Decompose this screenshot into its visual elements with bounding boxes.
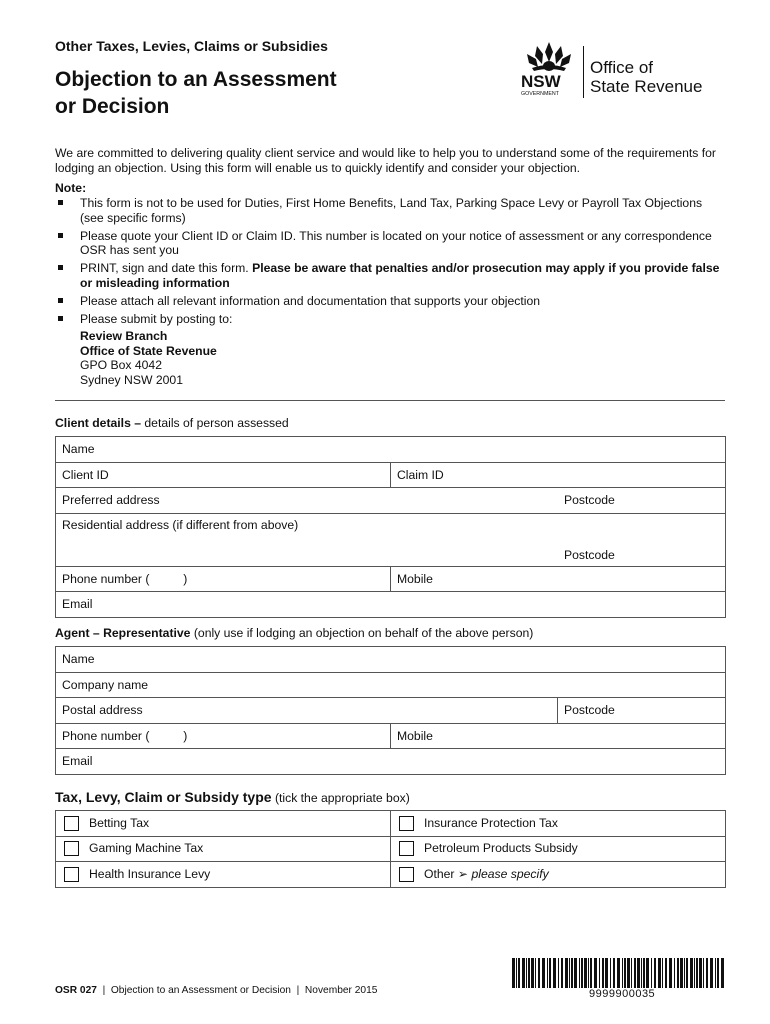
barcode-bar — [605, 958, 608, 988]
client-phone-field[interactable] — [56, 566, 391, 592]
barcode-bar — [637, 958, 640, 988]
client-email-field[interactable] — [56, 592, 726, 618]
field-label: Name — [62, 652, 95, 667]
bullet-icon — [58, 200, 63, 205]
agent-heading-bold: Agent – Representative — [55, 626, 191, 640]
address-line: Office of State Revenue — [80, 343, 217, 358]
barcode-bar — [565, 958, 568, 988]
option-label: Insurance Protection Tax — [424, 815, 558, 830]
field-label: Postcode — [564, 703, 615, 718]
option-label: Health Insurance Levy — [89, 866, 211, 881]
bullet-icon — [58, 298, 63, 303]
barcode-bar — [522, 958, 525, 988]
logo-nsw-text: NSW — [521, 72, 561, 91]
field-label: Company name — [62, 677, 149, 692]
barcode-bar — [717, 958, 719, 988]
list-item — [55, 229, 725, 258]
checkbox[interactable] — [64, 816, 79, 831]
type-section-heading — [55, 789, 410, 805]
barcode-bar — [634, 958, 636, 988]
barcode-bar — [581, 958, 583, 988]
checkbox[interactable] — [64, 867, 79, 882]
list-item — [55, 312, 725, 327]
agent-details-table — [55, 646, 726, 775]
barcode-bar — [699, 958, 702, 988]
barcode-bar — [599, 958, 600, 988]
please-specify-label: please specify — [471, 866, 549, 881]
barcode-bar — [665, 958, 667, 988]
option-label: Betting Tax — [89, 815, 150, 830]
barcode-bar — [696, 958, 698, 988]
barcode-bar — [558, 958, 559, 988]
bullet-icon — [58, 316, 63, 321]
company-name-field[interactable] — [56, 672, 726, 698]
logo-office-line-2: State Revenue — [590, 77, 703, 96]
field-label: Mobile — [397, 571, 433, 586]
agent-section-heading — [55, 626, 533, 640]
logo-office-line-1: Office of — [590, 58, 653, 77]
barcode-bar — [617, 958, 620, 988]
barcode-bar — [721, 958, 724, 988]
barcode-bar — [684, 958, 685, 988]
option-betting-tax[interactable] — [56, 811, 391, 837]
checkbox[interactable] — [399, 841, 414, 856]
agent-postcode-field[interactable] — [558, 698, 726, 724]
client-mobile-field[interactable] — [391, 566, 726, 592]
barcode-bar — [553, 958, 556, 988]
footer-separator: | — [96, 985, 111, 996]
note-text: This form is not to be used for Duties, First Home Benefits, Land Tax, Parking Space Levy or Payroll Tax Objections (see specific forms) — [80, 196, 703, 225]
address-line: GPO Box 4042 — [80, 358, 162, 372]
barcode-bar — [686, 958, 688, 988]
page-title — [55, 66, 337, 120]
footer-title: Objection to an Assessment or Decision — [110, 985, 291, 996]
field-label: Client ID — [62, 467, 109, 482]
agent-phone-field[interactable] — [56, 723, 391, 749]
list-item — [55, 196, 725, 225]
checkbox[interactable] — [399, 816, 414, 831]
client-heading-rest: details of person assessed — [141, 416, 289, 430]
bullet-icon — [58, 265, 63, 270]
field-label: Residential address (if different from above) — [62, 517, 299, 532]
option-label: Petroleum Products Subsidy — [424, 841, 578, 856]
checkbox[interactable] — [399, 867, 414, 882]
barcode-bar — [584, 958, 587, 988]
arrow-icon: ➢ — [457, 866, 469, 881]
note-list — [55, 196, 725, 330]
barcode-bar — [571, 958, 573, 988]
barcode-bar — [680, 958, 683, 988]
barcode-bar — [706, 958, 708, 988]
barcode-bar — [542, 958, 545, 988]
option-petroleum-products-subsidy[interactable] — [391, 836, 726, 862]
footer-separator: | — [290, 985, 305, 996]
nsw-waratah-logo — [520, 40, 578, 98]
barcode-bar — [526, 958, 527, 988]
note-text: PRINT, sign and date this form. — [80, 261, 253, 275]
option-label: Gaming Machine Tax — [89, 841, 204, 856]
barcode-bar — [677, 958, 679, 988]
option-other[interactable] — [391, 862, 726, 888]
footer — [55, 985, 377, 996]
field-label: Email — [62, 754, 93, 769]
checkbox[interactable] — [64, 841, 79, 856]
address-line: Sydney NSW 2001 — [80, 372, 183, 387]
field-label: Postcode — [564, 493, 615, 508]
option-insurance-protection-tax[interactable] — [391, 811, 726, 837]
barcode-bar — [588, 958, 589, 988]
barcode-bar — [658, 958, 661, 988]
title-line-2: or Decision — [55, 95, 170, 118]
client-name-field[interactable] — [56, 437, 726, 463]
preferred-postcode-field[interactable] — [558, 488, 726, 514]
field-label: Mobile — [397, 728, 433, 743]
note-text: Please quote your Client ID or Claim ID. This number is located on your notice of assessment or any correspondence OSR has sent you — [80, 228, 712, 257]
barcode-bar — [631, 958, 632, 988]
barcode-bar — [535, 958, 536, 988]
barcode-number: 9999900035 — [589, 988, 656, 1000]
barcode-bar — [613, 958, 615, 988]
barcode-bar — [547, 958, 548, 988]
option-label: Other — [424, 866, 455, 881]
field-label: Phone number ( ) — [62, 571, 188, 586]
bullet-icon — [58, 233, 63, 238]
barcode-bar — [627, 958, 630, 988]
residential-address-field[interactable] — [56, 513, 559, 566]
barcode-bar — [574, 958, 577, 988]
barcode-bar — [602, 958, 604, 988]
barcode-bar — [674, 958, 675, 988]
note-heading: Note: — [55, 181, 87, 195]
barcode-bar — [646, 958, 649, 988]
option-gaming-machine-tax[interactable] — [56, 836, 391, 862]
barcode-bar — [622, 958, 623, 988]
barcode-bar — [579, 958, 580, 988]
client-id-field[interactable] — [56, 462, 391, 488]
agent-name-field[interactable] — [56, 647, 726, 673]
intro-paragraph: We are committed to delivering quality client service and would like to help you to understand some of the requirements for lodging an objection. Using this form will enable us to quickly identify and consider your objection. — [55, 146, 716, 175]
client-details-table — [55, 436, 726, 618]
residential-postcode-field[interactable] — [558, 513, 726, 566]
barcode-bar — [569, 958, 570, 988]
barcode-bar — [662, 958, 663, 988]
logo-divider — [583, 46, 584, 98]
field-label: Preferred address — [62, 493, 160, 508]
barcode-bar — [549, 958, 551, 988]
penalty-warning: Please be aware that penalties and/or prosecution may apply if you provide false or misleading information — [80, 261, 720, 290]
barcode-bar — [518, 958, 520, 988]
logo-office-name — [590, 58, 702, 96]
form-category: Other Taxes, Levies, Claims or Subsidies — [55, 38, 328, 54]
barcode-bar — [703, 958, 704, 988]
type-heading: Tax, Levy, Claim or Subsidy type — [55, 789, 272, 805]
postal-address-field[interactable] — [56, 698, 558, 724]
osr-logo — [520, 40, 730, 102]
note-text: Please submit by posting to: — [80, 311, 233, 326]
barcode-bar — [694, 958, 695, 988]
field-label: Postcode — [564, 547, 615, 562]
barcode-bar — [669, 958, 672, 988]
postal-address — [80, 329, 217, 387]
agent-mobile-field[interactable] — [391, 723, 726, 749]
barcode-bar — [538, 958, 540, 988]
field-label: Claim ID — [397, 467, 444, 482]
barcode-bar — [643, 958, 645, 988]
barcode-bar — [654, 958, 656, 988]
form-code: OSR 027 — [55, 985, 97, 996]
barcode-bar — [651, 958, 652, 988]
barcode-bar — [710, 958, 713, 988]
type-table — [55, 810, 726, 888]
footer-date: November 2015 — [304, 985, 378, 996]
list-item — [55, 294, 725, 309]
barcode-bar — [561, 958, 563, 988]
type-heading-note: (tick the appropriate box) — [271, 791, 410, 805]
barcode-bar — [512, 958, 515, 988]
barcode-bar — [531, 958, 534, 988]
barcode-bar — [516, 958, 517, 988]
field-label: Phone number ( ) — [62, 728, 188, 743]
barcode-bar — [641, 958, 642, 988]
list-item — [55, 261, 725, 290]
barcode-bar — [715, 958, 716, 988]
preferred-address-field[interactable] — [56, 488, 559, 514]
barcode-bar — [624, 958, 626, 988]
title-line-1: Objection to an Assessment — [55, 68, 337, 91]
claim-id-field[interactable] — [391, 462, 726, 488]
field-label: Email — [62, 597, 93, 612]
divider — [55, 400, 725, 401]
field-label: Name — [62, 442, 95, 457]
agent-heading-rest: (only use if lodging an objection on behalf of the above person) — [190, 626, 534, 640]
logo-government-text: GOVERNMENT — [521, 91, 559, 97]
field-label: Postal address — [62, 703, 143, 718]
barcode-bar — [590, 958, 592, 988]
client-heading-bold: Client details – — [55, 416, 142, 430]
barcode-bar — [690, 958, 693, 988]
agent-email-field[interactable] — [56, 749, 726, 775]
address-line: Review Branch — [80, 329, 168, 343]
client-section-heading — [55, 416, 289, 430]
option-health-insurance-levy[interactable] — [56, 862, 391, 888]
note-text: Please attach all relevant information and documentation that supports your objection — [80, 293, 541, 308]
barcode-bar — [528, 958, 530, 988]
barcode-bar — [610, 958, 611, 988]
barcode-bar — [594, 958, 597, 988]
